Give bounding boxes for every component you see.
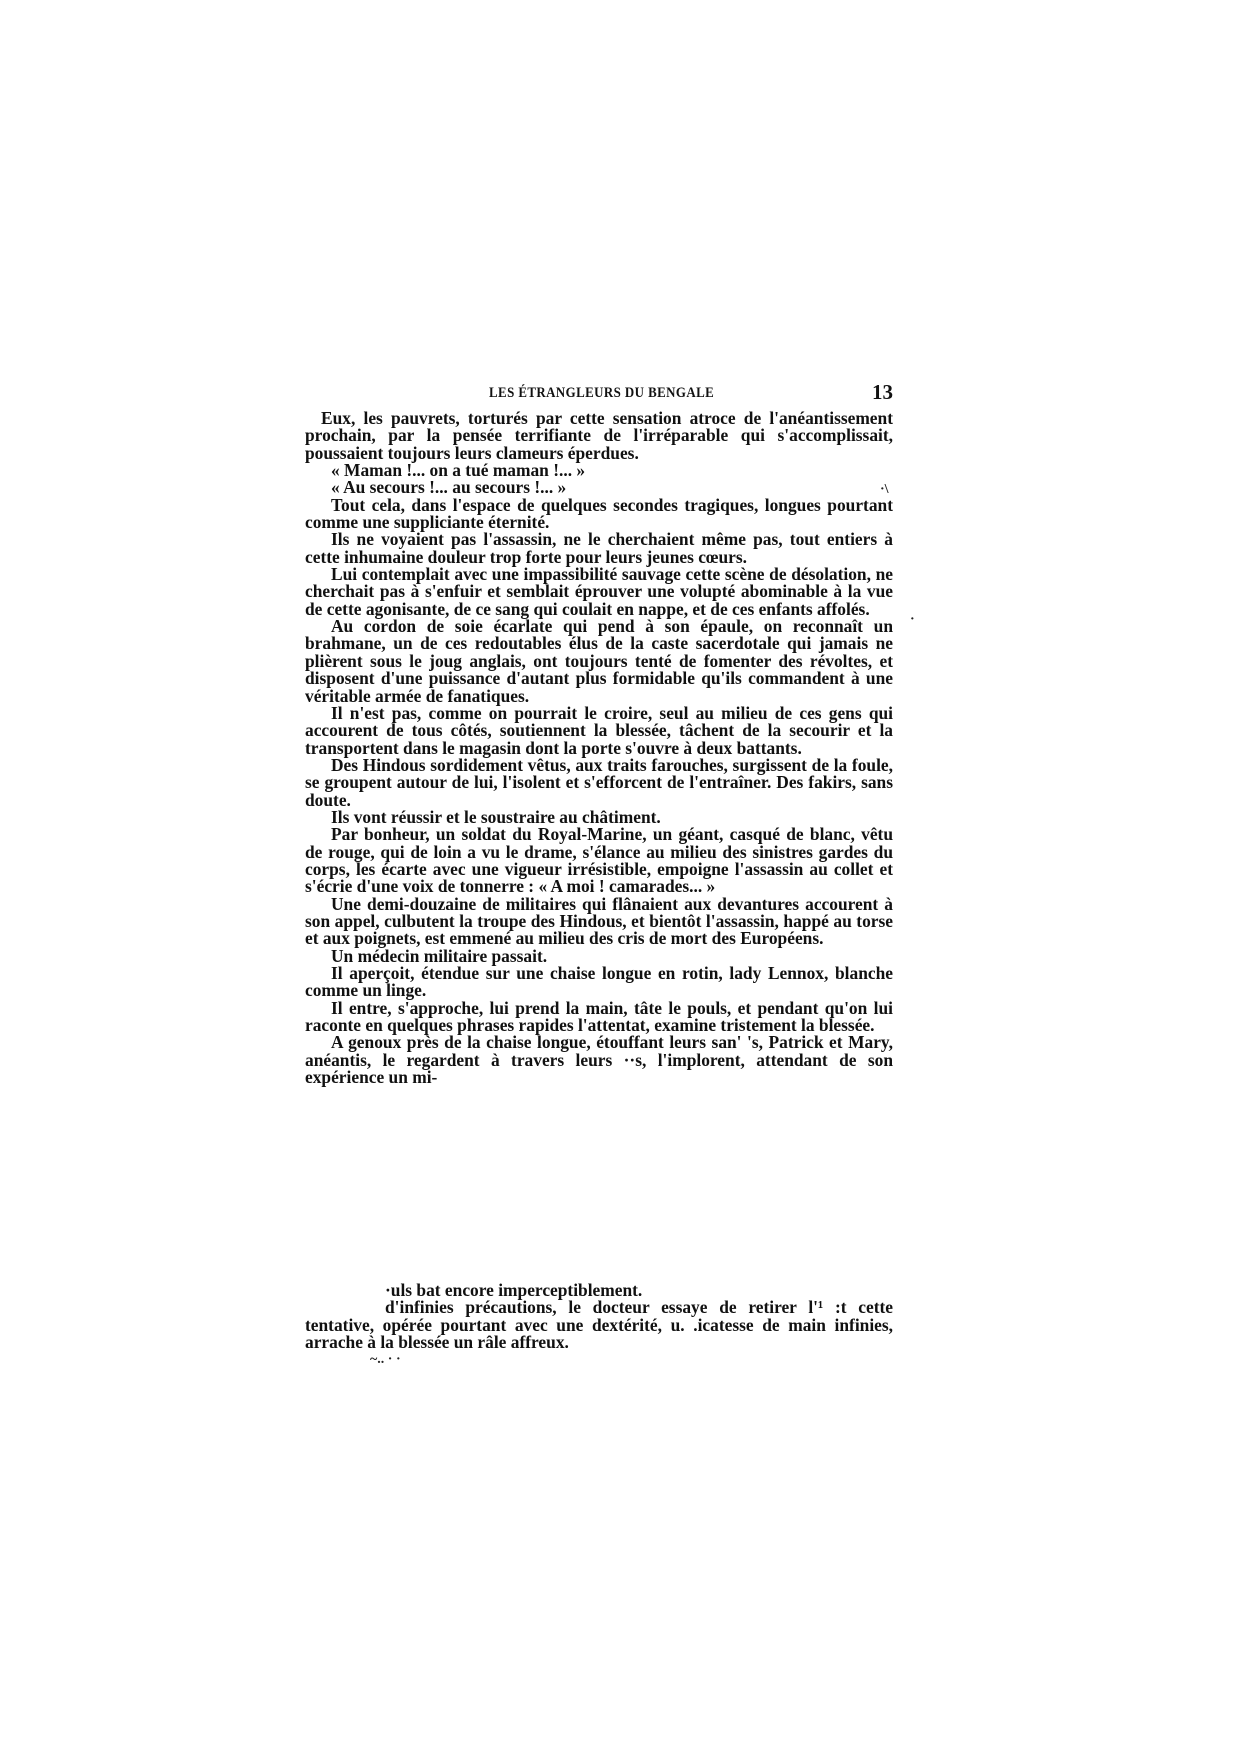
- ink-speck: ~.. · ·: [370, 1352, 401, 1367]
- paragraph: Il entre, s'approche, lui prend la main, tâte le pouls, et pendant qu'on lui raconte en quelques phrases rapides l'attentat, examine tristement la blessée.: [305, 997, 893, 1036]
- paragraph: Tout cela, dans l'espace de quelques secondes tragiques, longues pourtant comme une suppliciante éternité.: [305, 494, 893, 533]
- paragraph: « Au secours !... au secours !... »: [331, 477, 567, 498]
- paragraph: Lui contemplait avec une impassibilité sauvage cette scène de désolation, ne cherchait pas à s'enfuir et semblait éprouver une volupté abominable à la vue de cette agonisante, de ce sang qui coulait en nappe, et de ces enfants affolés.: [305, 564, 893, 619]
- paragraph: Ils vont réussir et le soustraire au châtiment.: [331, 806, 661, 827]
- paragraph: Il aperçoit, étendue sur une chaise longue en rotin, lady Lennox, blanche comme un linge.: [305, 963, 893, 1001]
- paragraph: Il n'est pas, comme on pourrait le croire, seul au milieu de ces gens qui accourent de tous côtés, soutiennent la blessée, tâchent de la secourir et la transportent dans le magasin dont la porte s'ouvre à deux battants.: [305, 702, 893, 758]
- paragraph: ·uls bat encore imperceptiblement.: [385, 1280, 643, 1300]
- page-number: 13: [872, 380, 893, 404]
- running-title: LES ÉTRANGLEURS DU BENGALE: [489, 385, 715, 401]
- ink-speck: ·: [910, 612, 915, 627]
- paragraph: A genoux près de la chaise longue, étouffant leurs san' 's, Patrick et Mary, anéantis, le regardent à travers leurs ··s, l'implorent, attendant de son expérience un mi-: [305, 1032, 893, 1088]
- ink-speck: ·\: [880, 482, 889, 497]
- paragraph: Une demi-douzaine de militaires qui flânaient aux devantures accourent à son appel, culbutent la troupe des Hindous, et bientôt l'assassin, happé au torse et aux poignets, est emmené au milieu des cris de mort des Européens.: [305, 893, 893, 949]
- main-text-block: [305, 410, 893, 1086]
- paragraph: Par bonheur, un soldat du Royal-Marine, un géant, casqué de blanc, vêtu de rouge, qui de loin a vu le drame, s'élance au milieu des sinistres gardes du corps, les écarte avec une vigueur irrésistible, empoigne l'assassin au collet et s'écrie d'une voix de tonnerre : « A moi ! camarades... »: [305, 824, 893, 897]
- paragraph: Eux, les pauvrets, torturés par cette sensation atroce de l'anéantissement prochain, par la pensée terrifiante de l'irréparable qui s'accomplissait, poussaient toujours leurs clameurs éperdues.: [305, 408, 893, 463]
- paragraph: d'infinies précautions, le docteur essaye de retirer l'¹ :t cette tentative, opérée pourtant avec une dextérité, u. .icatesse de main infinies, arrache à la blessée un râle affreux.: [305, 1297, 893, 1353]
- paragraph: Un médecin militaire passait.: [331, 945, 548, 966]
- paragraph: Ils ne voyaient pas l'assassin, ne le cherchaient même pas, tout entiers à cette inhumaine douleur trop forte pour leurs jeunes cœurs.: [305, 529, 893, 567]
- paragraph: Au cordon de soie écarlate qui pend à son épaule, on reconnaît un brahmane, un de ces redoutables élus de la caste sacerdotale qui jamais ne plièrent sous le joug anglais, ont toujours tenté de fomenter des révoltes, et disposent d'une puissance d'autant plus formidable qu'ils commandent à une véritable armée de fanatiques.: [305, 616, 893, 706]
- paragraph: « Maman !... on a tué maman !... »: [331, 460, 586, 481]
- torn-text-block: [305, 1282, 893, 1351]
- paragraph: Des Hindous sordidement vêtus, aux traits farouches, surgissent de la foule, se groupent autour de lui, l'isolent et s'efforcent de l'entraîner. Des fakirs, sans doute.: [305, 754, 893, 810]
